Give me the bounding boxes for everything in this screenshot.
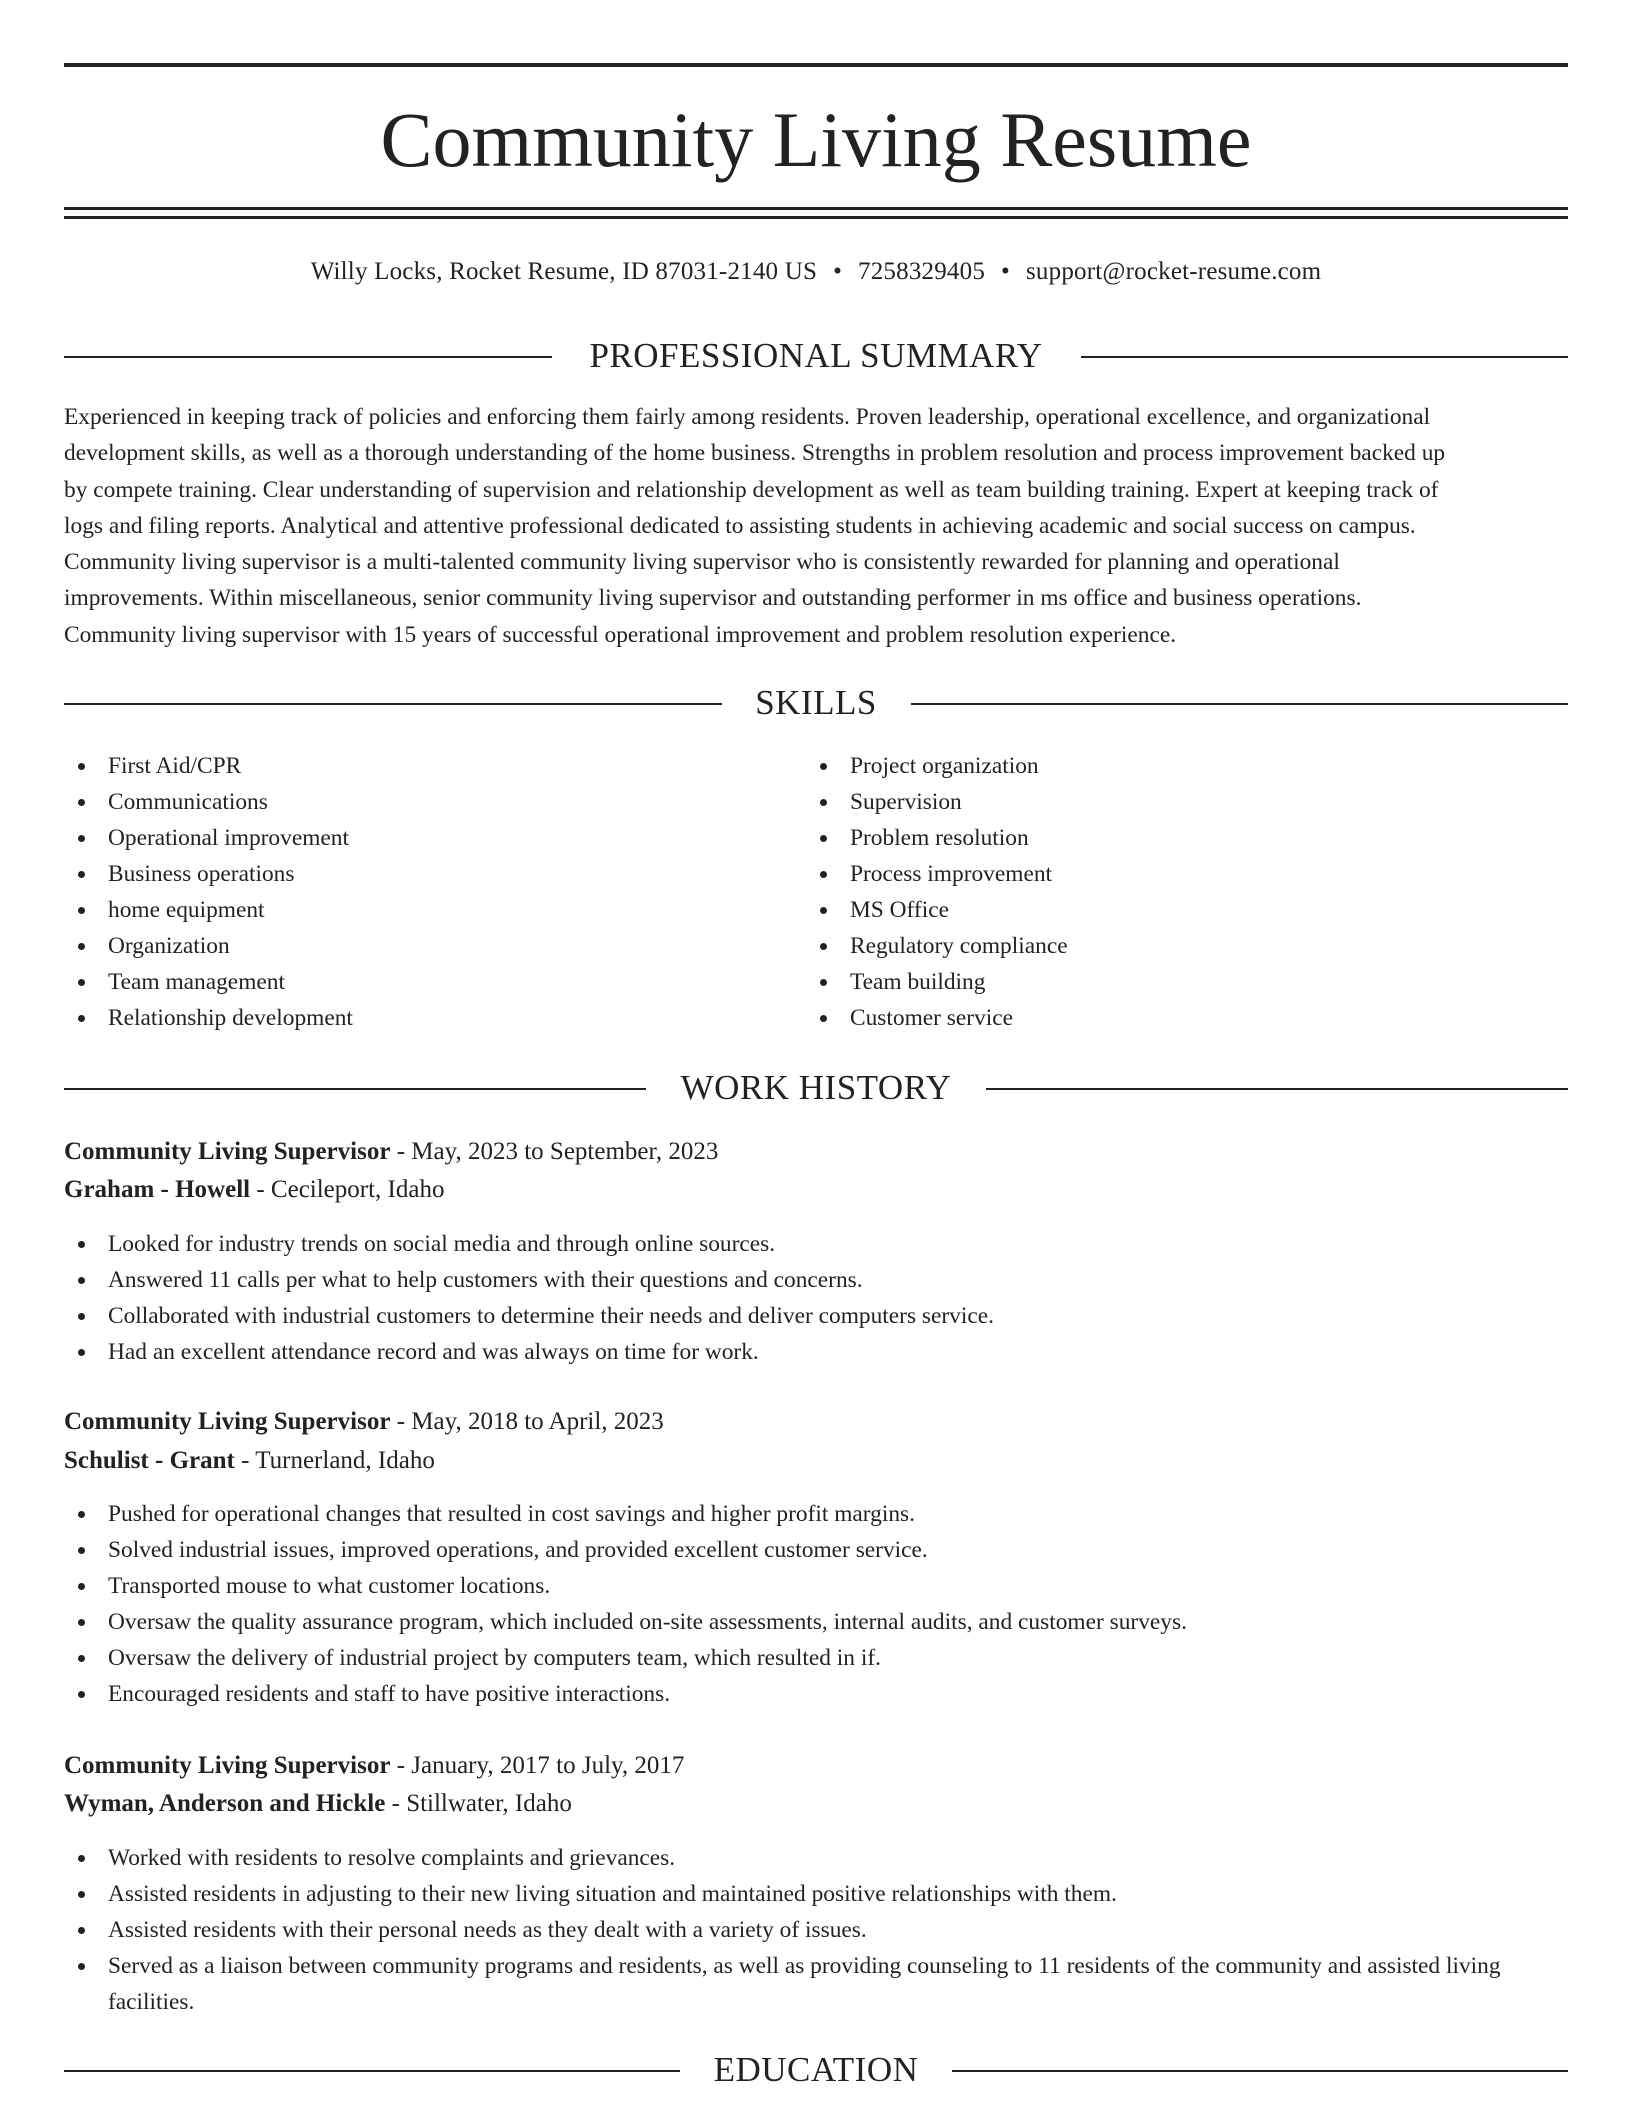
job-dates: January, 2017 to July, 2017 <box>411 1752 685 1779</box>
job-company-line: Graham - Howell - Cecileport, Idaho <box>64 1176 445 1203</box>
work-section-header <box>64 1066 1568 1110</box>
section-title: PROFESSIONAL SUMMARY <box>589 336 1043 375</box>
skills-list-left <box>64 748 764 1036</box>
contact-separator: • <box>1001 258 1010 285</box>
contact-phone: 7258329405 <box>858 258 986 285</box>
skill-item: Organization <box>64 928 764 964</box>
skill-item: Supervision <box>806 784 1506 820</box>
summary-section-header <box>64 334 1568 378</box>
job-bullets <box>64 1226 1568 1370</box>
summary-line: development skills, as well as a thorough understanding of the home business. Strengths in problem resolution and process improvement backed up <box>64 440 1446 467</box>
skill-item: home equipment <box>64 892 764 928</box>
job-bullets <box>64 1840 1568 2020</box>
skill-item: Customer service <box>806 1000 1506 1036</box>
summary-line: logs and filing reports. Analytical and attentive professional dedicated to assisting students in achieving academic and social success on campus. <box>64 512 1416 539</box>
summary-line: Community living supervisor is a multi-talented community living supervisor who is consistently rewarded for planning and operational <box>64 549 1340 576</box>
skill-item: Business operations <box>64 856 764 892</box>
section-rule-right <box>986 1088 1568 1090</box>
job-title-line: Community Living Supervisor - May, 2023 to September, 2023 <box>64 1138 719 1165</box>
job-bullet: Served as a liaison between community programs and residents, as well as providing counseling to 11 residents of the community and assisted living facilities. <box>64 1948 1568 2020</box>
skill-item: MS Office <box>806 892 1506 928</box>
job-company: Graham - Howell <box>64 1176 251 1203</box>
resume-title: Community Living Resume <box>380 96 1252 183</box>
summary-line: improvements. Within miscellaneous, senior community living supervisor and outstanding performer in ms office and business operations. <box>64 585 1362 612</box>
skill-item: Team building <box>806 964 1506 1000</box>
section-title: WORK HISTORY <box>680 1068 952 1107</box>
job-dates: May, 2018 to April, 2023 <box>411 1408 664 1435</box>
section-title: EDUCATION <box>713 2050 919 2089</box>
summary-line: Experienced in keeping track of policies and enforcing them fairly among residents. Proven leadership, operational excellence, and organizational <box>64 404 1431 430</box>
contact-address: Willy Locks, Rocket Resume, ID 87031-2140 US <box>310 258 818 285</box>
job-bullet: Worked with residents to resolve complaints and grievances. <box>64 1840 1568 1876</box>
skill-item: First Aid/CPR <box>64 748 764 784</box>
job-company-line: Schulist - Grant - Turnerland, Idaho <box>64 1447 435 1474</box>
job-location: Cecileport, Idaho <box>270 1176 445 1203</box>
job-bullet: Assisted residents with their personal needs as they dealt with a variety of issues. <box>64 1912 1568 1948</box>
skill-item: Communications <box>64 784 764 820</box>
job-location: Turnerland, Idaho <box>255 1447 435 1474</box>
skills-list-right <box>806 748 1506 1036</box>
job-bullet: Assisted residents in adjusting to their new living situation and maintained positive relationships with them. <box>64 1876 1568 1912</box>
job-bullet: Pushed for operational changes that resulted in cost savings and higher profit margins. <box>64 1496 1568 1532</box>
job-location: Stillwater, Idaho <box>406 1790 572 1817</box>
section-rule-right <box>952 2070 1568 2072</box>
job-title: Community Living Supervisor <box>64 1138 391 1165</box>
job-bullet: Transported mouse to what customer locations. <box>64 1568 1568 1604</box>
skill-item: Problem resolution <box>806 820 1506 856</box>
skills-section-header <box>64 681 1568 725</box>
top-rule <box>64 63 1568 67</box>
section-rule-right <box>1081 356 1568 358</box>
skill-item: Process improvement <box>806 856 1506 892</box>
job-company: Schulist - Grant <box>64 1447 235 1474</box>
job-bullet: Looked for industry trends on social media and through online sources. <box>64 1226 1568 1262</box>
job-bullet: Encouraged residents and staff to have positive interactions. <box>64 1676 1568 1712</box>
job-title: Community Living Supervisor <box>64 1408 391 1435</box>
skill-item: Relationship development <box>64 1000 764 1036</box>
job-bullet: Solved industrial issues, improved operations, and provided excellent customer service. <box>64 1532 1568 1568</box>
section-title: SKILLS <box>755 683 877 722</box>
skill-item: Regulatory compliance <box>806 928 1506 964</box>
skill-item: Operational improvement <box>64 820 764 856</box>
job-bullet: Oversaw the quality assurance program, which included on-site assessments, internal audits, and customer surveys. <box>64 1604 1568 1640</box>
contact-email: support@rocket-resume.com <box>1025 258 1322 285</box>
job-company: Wyman, Anderson and Hickle <box>64 1790 386 1817</box>
job-title-line: Community Living Supervisor - January, 2017 to July, 2017 <box>64 1752 685 1779</box>
skill-item: Team management <box>64 964 764 1000</box>
summary-line: Community living supervisor with 15 years of successful operational improvement and problem resolution experience. <box>64 621 1177 648</box>
job-bullet: Oversaw the delivery of industrial project by computers team, which resulted in if. <box>64 1640 1568 1676</box>
contact-separator: • <box>833 258 843 285</box>
title-underline-upper <box>64 207 1568 210</box>
job-dates: May, 2023 to September, 2023 <box>411 1138 719 1165</box>
job-title-line: Community Living Supervisor - May, 2018 to April, 2023 <box>64 1408 664 1435</box>
job-bullet: Collaborated with industrial customers to determine their needs and deliver computers service. <box>64 1298 1568 1334</box>
contact-line <box>0 254 1632 290</box>
job-bullet: Answered 11 calls per what to help customers with their questions and concerns. <box>64 1262 1568 1298</box>
summary-line: by compete training. Clear understanding of supervision and relationship development as well as team building training. Expert at keeping track of <box>64 476 1439 503</box>
job-title: Community Living Supervisor <box>64 1752 391 1779</box>
skill-item: Project organization <box>806 748 1506 784</box>
job-company-line: Wyman, Anderson and Hickle - Stillwater, Idaho <box>64 1790 572 1817</box>
job-bullets <box>64 1496 1568 1712</box>
education-section-header <box>64 2048 1568 2092</box>
title-underline-lower <box>64 216 1568 219</box>
job-bullet: Had an excellent attendance record and was always on time for work. <box>64 1334 1568 1370</box>
summary-paragraph <box>64 399 1574 653</box>
section-rule-right <box>911 703 1568 705</box>
